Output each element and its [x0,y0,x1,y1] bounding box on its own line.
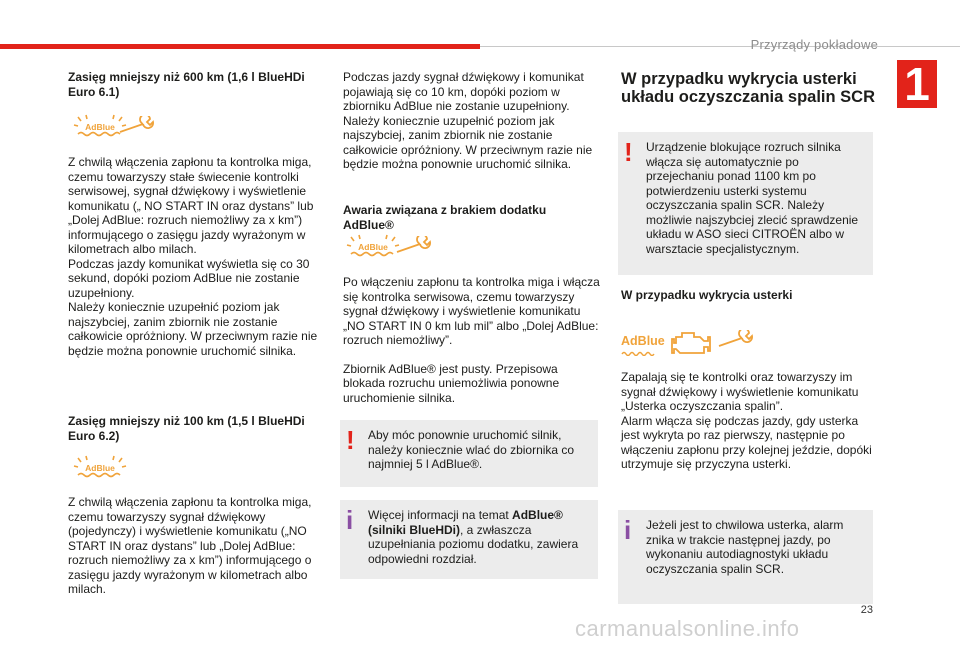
wrench-icon [716,330,756,350]
warning-text: Urządzenie blokujące rozruch silnika włącza się automatycznie po przejechaniu ponad 1100 km po potwierdzeniu usterki systemu oczyszczania spalin SCR. Należy możliwie najszybciej zlecić sprawdzenie układu w ASO sieci CITROËN albo w warsztacie specjalistycznym. [646,140,859,256]
warning-icon: ! [624,137,633,167]
paragraph: Zbiornik AdBlue® jest pusty. Przepisowa blokada rozruchu uniemożliwia ponowne uruchomienie silnika. [343,361,560,405]
paragraph: Z chwilą włączenia zapłonu ta kontrolka miga, czemu towarzyszy stałe świecenie kontrolki serwisowej, sygnał dźwiękowy i wyświetlenie komunikatu („ NO START IN oraz dystans” lub „Dolej AdBlue: rozruch niemożliwy za x km”) informującego o zasięgu jazdy wyrażonym w kilometrach albo milach. [68,155,314,256]
wrench-icon [394,236,434,256]
paragraph: Należy koniecznie uzupełnić poziom jak najszybciej, zanim zbiornik nie zostanie całkowicie opróżniony. W przeciwnym razie nie będzie można ponownie uruchomić silnika. [68,300,318,358]
column-1-body [68,155,330,358]
svg-text:AdBlue: AdBlue [358,242,388,252]
chapter-tab: 1 [897,60,937,108]
warning-icon: ! [346,425,355,455]
warning-text: Aby móc ponownie uruchomić silnik, należy koniecznie wlać do zbiornika co najmniej 5 l AdBlue®. [368,428,575,471]
engine-icon [670,327,714,357]
adblue-warning-icon [70,453,130,483]
column-2 [343,70,601,172]
heading-600km: Zasięg mniejszy niż 600 km (1,6 l BlueHDi Euro 6.1) [68,70,305,99]
paragraph: Podczas jazdy komunikat wyświetla się co 30 sekund, dopóki poziom AdBlue nie zostanie uzupełniony. [68,256,310,300]
section-title: Przyrządy pokładowe [750,37,878,52]
paragraph: Podczas jazdy sygnał dźwiękowy i komunikat pojawiają się co 10 km, dopóki poziom w zbiorniku AdBlue nie zostanie uzupełniony. Należy koniecznie uzupełnić poziom jak najszybciej, zanim zbiornik nie zostanie całkowicie opróżniony. W przeciwnym razie nie będzie można ponownie uruchomić silnika. [343,70,593,171]
warning-box [340,420,598,487]
heading-100km: Zasięg mniejszy niż 100 km (1,5 l BlueHDi Euro 6.2) [68,414,305,443]
paragraph: Alarm włącza się podczas jazdy, gdy usterka jest wykryta po raz pierwszy, następnie po włączeniu zapłonu przy kolejnej jeździe, dopóki utrzymuje się przyczyna usterki. [621,413,872,471]
heading-failure-detected: W przypadku wykrycia usterki [621,288,793,302]
header-accent-bar [0,44,480,49]
wave-icon [621,350,655,356]
wrench-icon [117,116,157,136]
header-divider [480,46,960,47]
column-3-sec [621,288,876,303]
paragraph: Zapalają się te kontrolki oraz towarzyszy im sygnał dźwiękowy i wyświetlenie komunikatu „Usterka oczyszczania spalin”. [621,370,859,413]
info-box [618,510,873,604]
adblue-label-icon: AdBlue [621,334,665,348]
watermark: carmanualsonline.info [575,616,800,641]
warning-box [618,132,873,275]
column-3 [621,70,881,106]
svg-text:AdBlue: AdBlue [85,122,115,132]
info-text: Więcej informacji na temat AdBlue® (silniki BlueHDi), a zwłaszcza uzupełniania poziomu dodatku, zawiera odpowiedni rozdział. [368,508,579,566]
column-2-body [343,275,601,405]
column-2-sec [343,203,598,232]
info-icon: i [346,505,354,535]
column-1-sec2 [68,414,323,443]
page-number: 23 [860,604,873,616]
info-box [340,500,598,579]
info-text: Jeżeli jest to chwilowa usterka, alarm znika w trakcie następnej jazdy, po wykonaniu autodiagnostyki układu oczyszczania spalin SCR. [646,518,844,576]
svg-text:AdBlue: AdBlue [85,463,115,473]
paragraph: Po włączeniu zapłonu ta kontrolka miga i włącza się kontrolka serwisowa, czemu towarzyszy sygnał dźwiękowy i wyświetlenie komunikatu „NO START IN 0 km lub mil” albo „Dolej AdBlue: rozruch niemożliwy”. [343,275,600,347]
column-1 [68,70,323,99]
info-icon: i [624,515,632,545]
heading-scr-failure: W przypadku wykrycia usterki układu oczyszczania spalin SCR [621,70,875,106]
column-1-body-2 [68,495,330,597]
paragraph: Z chwilą włączenia zapłonu ta kontrolka miga, czemu towarzyszy sygnał dźwiękowy (pojedynczy) i wyświetlenie komunikatu („NO START IN oraz dystans” lub „Dolej AdBlue: rozruch niemożliwy za x km”) informującego o zasięgu jazdy wyrażonym w kilometrach albo milach. [68,495,312,596]
heading-adblue-failure: Awaria związana z brakiem dodatku AdBlue® [343,203,547,232]
column-3-body [621,370,878,472]
